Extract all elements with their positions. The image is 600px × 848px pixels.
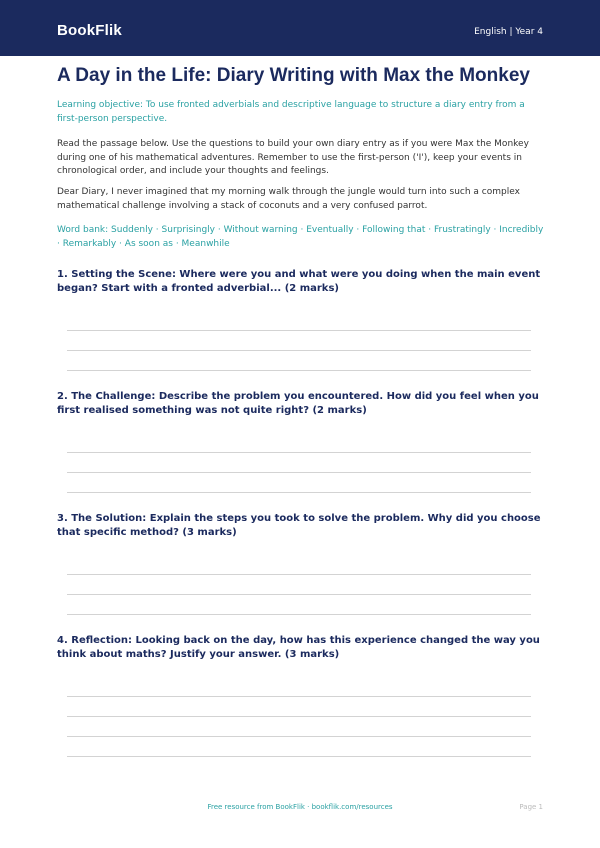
question-3: 3. The Solution: Explain the steps you took to solve the problem. Why did you choose that specific method? (3 marks) — [57, 513, 541, 538]
page-number: Page 1 — [519, 803, 543, 811]
learning-objective: Learning objective: To use fronted adverbials and descriptive language to structure a diary entry from a first-person perspective. — [57, 100, 525, 124]
answer-line[interactable] — [67, 614, 531, 615]
subject-label: English | Year 4 — [474, 27, 543, 37]
answer-line[interactable] — [67, 472, 531, 473]
answer-line[interactable] — [67, 330, 531, 331]
word-bank: Word bank: Suddenly · Surprisingly · Without warning · Eventually · Following that · Frustratingly · Incredibly · Remarkably · As soon as · Meanwhile — [57, 225, 544, 249]
answer-line[interactable] — [67, 716, 531, 717]
instructions-text: Read the passage below. Use the questions to build your own diary entry as if you were Max the Monkey during one of his mathematical adventures. Remember to use the first-person ('I'), keep your events in chronological order, and include your thoughts and feelings. — [57, 139, 529, 176]
brand-logo-text: BookFlik — [57, 22, 122, 39]
answer-line[interactable] — [67, 756, 531, 757]
question-1: 1. Setting the Scene: Where were you and what were you doing when the main event began? Start with a fronted adverbial... (2 marks) — [57, 269, 541, 294]
question-2: 2. The Challenge: Describe the problem you encountered. How did you feel when you first realised something was not quite right? (2 marks) — [57, 391, 539, 416]
page-title: A Day in the Life: Diary Writing with Max the Monkey — [57, 65, 530, 86]
answer-line[interactable] — [67, 370, 531, 371]
footer-resource-link[interactable]: Free resource from BookFlik · bookflik.com/resources — [207, 803, 393, 811]
answer-line[interactable] — [67, 736, 531, 737]
diary-passage: Dear Diary, I never imagined that my morning walk through the jungle would turn into such a complex mathematical challenge involving a stack of coconuts and a very confused parrot. — [57, 187, 520, 211]
answer-line[interactable] — [67, 696, 531, 697]
header-bar — [0, 0, 600, 56]
answer-line[interactable] — [67, 492, 531, 493]
answer-line[interactable] — [67, 452, 531, 453]
answer-line[interactable] — [67, 574, 531, 575]
answer-line[interactable] — [67, 350, 531, 351]
question-4: 4. Reflection: Looking back on the day, how has this experience changed the way you think about maths? Justify your answer. (3 marks) — [57, 635, 540, 660]
answer-line[interactable] — [67, 594, 531, 595]
